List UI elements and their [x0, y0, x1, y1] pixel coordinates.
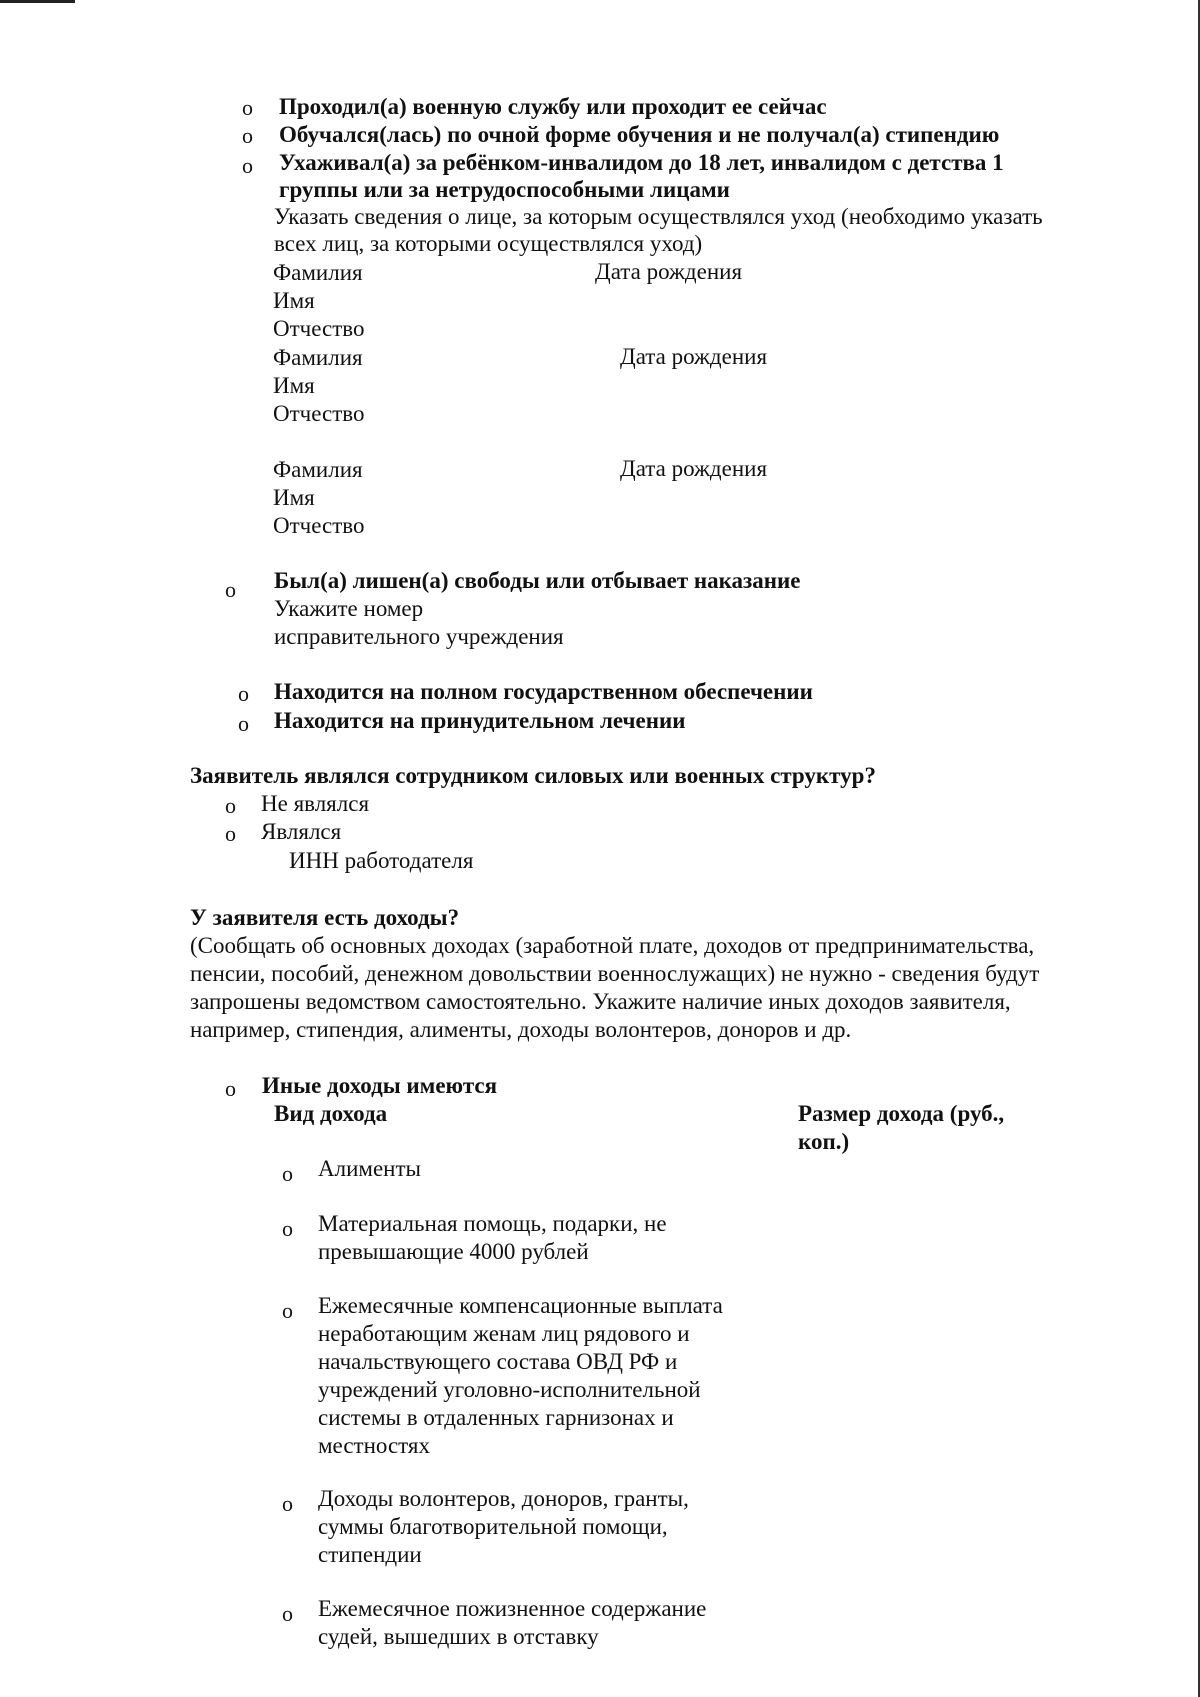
- checkbox-material-aid[interactable]: o: [282, 1216, 293, 1241]
- prison-note-line2: исправительного учреждения: [274, 624, 564, 649]
- radio-imprisoned[interactable]: o: [225, 577, 236, 602]
- income-type-alimony: Алименты: [318, 1156, 421, 1181]
- income-type-volunteer-line2: суммы благотворительной помощи,: [318, 1514, 668, 1539]
- income-type-material-aid-line2: превышающие 4000 рублей: [318, 1239, 589, 1264]
- income-type-material-aid-line1: Материальная помощь, подарки, не: [318, 1211, 667, 1236]
- radio-was-employee[interactable]: o: [225, 821, 236, 846]
- radio-other-income[interactable]: o: [225, 1076, 236, 1101]
- income-type-compensation-line4: учреждений уголовно-исполнительной: [318, 1377, 701, 1402]
- person2-patronymic-label: Отчество: [273, 401, 365, 426]
- income-type-compensation-line5: системы в отдаленных гарнизонах и: [318, 1405, 674, 1430]
- employer-inn-label: ИНН работодателя: [289, 848, 474, 873]
- checkbox-volunteer-income[interactable]: o: [282, 1491, 293, 1516]
- option-full-time-study: Обучался(лась) по очной форме обучения и не получал(а) стипендию: [279, 122, 1000, 147]
- income-type-volunteer-line3: стипендии: [318, 1542, 422, 1567]
- radio-military-service[interactable]: o: [242, 95, 253, 120]
- option-not-employee: Не являлся: [261, 791, 370, 816]
- scan-edge-top: [0, 0, 75, 3]
- option-forced-treatment: Находится на принудительном лечении: [274, 708, 686, 733]
- option-was-employee: Являлся: [261, 819, 342, 844]
- radio-full-time-study[interactable]: o: [242, 123, 253, 148]
- option-military-service: Проходил(а) военную службу или проходит ее сейчас: [279, 94, 827, 119]
- caregiver-note-line1: Указать сведения о лице, за которым осуществлялся уход (необходимо указать: [274, 204, 1043, 229]
- person1-name-label: Имя: [273, 288, 315, 313]
- person3-name-label: Имя: [273, 485, 315, 510]
- income-amount-header-line2: коп.): [798, 1129, 850, 1154]
- radio-state-support[interactable]: o: [238, 681, 249, 706]
- radio-caregiver[interactable]: o: [242, 153, 253, 178]
- income-note-line2: пенсии, пособий, денежном довольствии военнослужащих) не нужно - сведения будут: [190, 961, 1040, 986]
- radio-not-employee[interactable]: o: [225, 793, 236, 818]
- checkbox-alimony[interactable]: o: [282, 1161, 293, 1186]
- income-type-compensation-line1: Ежемесячные компенсационные выплата: [318, 1293, 723, 1318]
- income-type-volunteer-line1: Доходы волонтеров, доноров, гранты,: [318, 1486, 689, 1511]
- income-type-compensation-line2: неработающим женам лиц рядового и: [318, 1321, 690, 1346]
- person2-surname-label: Фамилия: [273, 345, 363, 370]
- radio-forced-treatment[interactable]: o: [238, 711, 249, 736]
- prison-note-line1: Укажите номер: [274, 596, 424, 621]
- income-type-compensation-line3: начальствующего состава ОВД РФ и: [318, 1349, 678, 1374]
- person3-patronymic-label: Отчество: [273, 513, 365, 538]
- income-type-judge-line2: судей, вышедших в отставку: [318, 1624, 599, 1649]
- person2-name-label: Имя: [273, 373, 315, 398]
- person1-surname-label: Фамилия: [273, 260, 363, 285]
- person1-patronymic-label: Отчество: [273, 316, 365, 341]
- option-imprisoned: Был(а) лишен(а) свободы или отбывает наказание: [274, 568, 801, 593]
- option-caregiver-line1: Ухаживал(а) за ребёнком-инвалидом до 18 лет, инвалидом с детства 1: [279, 150, 1004, 175]
- income-note-line3: запрошены ведомством самостоятельно. Укажите наличие иных доходов заявителя,: [190, 989, 1011, 1014]
- income-note-line1: (Сообщать об основных доходах (заработной плате, доходов от предпринимательства,: [190, 933, 1035, 958]
- checkbox-compensation[interactable]: o: [282, 1298, 293, 1323]
- option-other-income: Иные доходы имеются: [262, 1073, 498, 1098]
- income-note-line4: например, стипендия, алименты, доходы волонтеров, доноров и др.: [190, 1017, 852, 1042]
- income-amount-header-line1: Размер дохода (руб.,: [798, 1101, 1005, 1126]
- option-caregiver-line2: группы или за нетрудоспособными лицами: [279, 177, 730, 202]
- person1-dob-label: Дата рождения: [595, 259, 743, 284]
- income-type-header: Вид дохода: [274, 1101, 388, 1126]
- income-question: У заявителя есть доходы?: [190, 905, 460, 930]
- checkbox-judge-allowance[interactable]: o: [282, 1601, 293, 1626]
- income-type-judge-line1: Ежемесячное пожизненное содержание: [318, 1596, 707, 1621]
- security-question: Заявитель являлся сотрудником силовых или военных структур?: [190, 763, 876, 788]
- person3-dob-label: Дата рождения: [620, 456, 768, 481]
- person3-surname-label: Фамилия: [273, 457, 363, 482]
- option-state-support: Находится на полном государственном обеспечении: [274, 679, 813, 704]
- income-type-compensation-line6: местностях: [318, 1433, 431, 1458]
- caregiver-note-line2: всех лиц, за которыми осуществлялся уход): [274, 231, 703, 256]
- person2-dob-label: Дата рождения: [620, 344, 768, 369]
